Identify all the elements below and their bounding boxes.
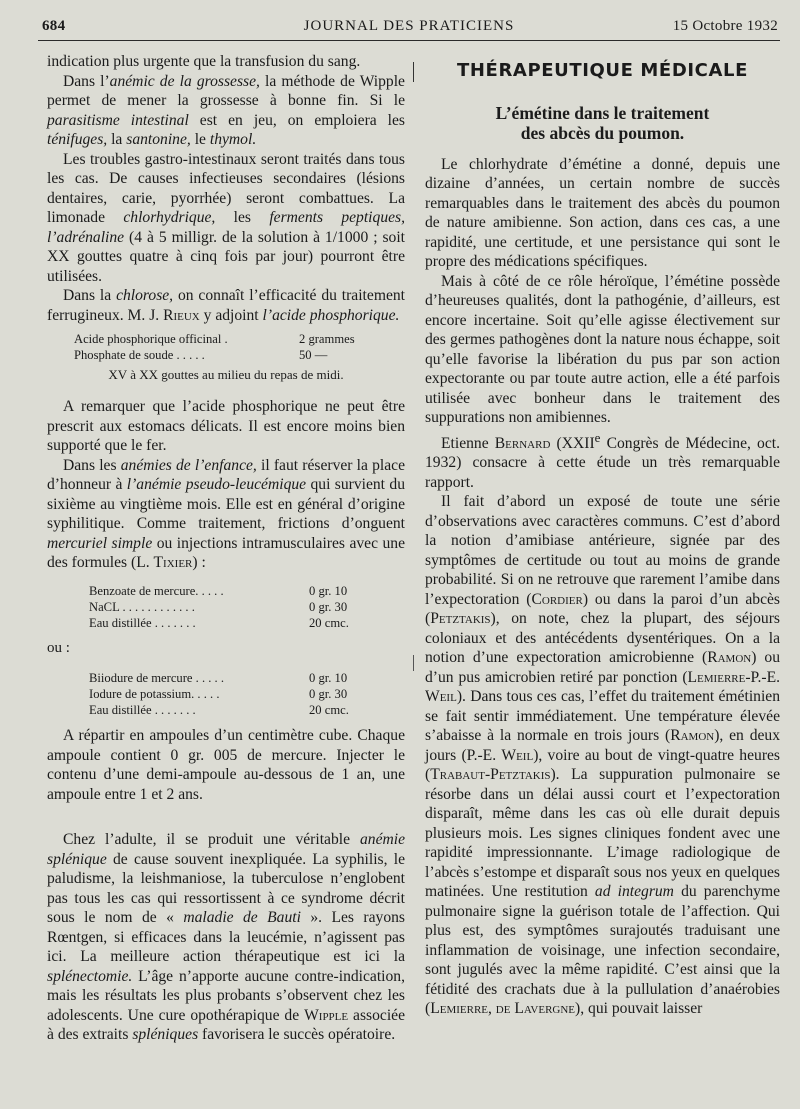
article-title: L’émétine dans le traitement des abcès du poumon. — [495, 102, 710, 143]
paragraph: Dans les anémies de l’enfance, il faut réserver la place d’honneur à l’anémie pseudo-leucémique qui survient du sixième au vingtième mois. Elle est en général d’origine syphilitique. Comme traitement, frictions d’onguent mercuriel simple ou injections intramusculaires avec une des formules (L. Tixier) : — [47, 456, 406, 571]
paragraph: A répartir en ampoules d’un centimètre cube. Chaque ampoule contient 0 gr. 005 de mercure. Injecter le contenu d’une demi-ampoule au-dessous de 1 an, une ampoule entre 1 et 2 ans. — [47, 727, 405, 803]
paragraph: indication plus urgente que la transfusion du sang. — [47, 53, 361, 70]
formula-row: Eau distillée . . . . . . . 20 cmc. — [89, 703, 349, 717]
running-header — [38, 14, 780, 41]
issue-date: 15 Octobre 1932 — [672, 18, 778, 34]
paragraph: Chez l’adulte, il se produit une véritable anémie splénique de cause souvent inexpliquée. La syphilis, le paludisme, la leishmaniose, la tuberculose n’englobent pas tous les cas qui ressortissent à ce syndrome décrit sous le nom de « maladie de Bauti ». Les rayons Rœntgen, si efficaces dans la leucémie, n’agissent pas ici. La meilleure action thérapeutique est ici la splénectomie. L’âge n’apporte aucune contre-indication, mais les résultats les plus probants s’observent chez les adolescents. Une cure opothérapique de Wipple associée à des extraits spléniques favorisera le succès opératoire. — [47, 831, 405, 1043]
formula-row: Benzoate de mercure. . . . . 0 gr. 10 — [89, 583, 348, 598]
formula-row: Iodure de potassium. . . . . 0 gr. 30 — [89, 687, 348, 701]
paragraph: Le chlorhydrate d’émétine a donné, depuis une dizaine d’années, un certain nombre de succès remarquables dans le traitement des abcès du poumon de nature amibienne. Son action, dans ces cas, a une rapidité, une certitude, et une persistance qui sont le propre des médications spécifiques. — [425, 155, 780, 270]
paragraph: Mais à côté de ce rôle héroïque, l’émétine possède d’heureuses qualités, dont la pathogénie, d’ailleurs, est encore incertaine. Soit qu’elle agisse électivement sur des germes pathogènes dont la nature nous échappe, soit qu’elle favorise la libération du pus par son action expectorante ou par toute autre action, elle a été parfois utilisée avec bonheur dans le traitement des suppurations non amibiennes. — [425, 272, 780, 426]
formula-row: Eau distillée . . . . . . . 20 cmc. — [89, 615, 349, 630]
paragraph: Il fait d’abord un exposé de toute une série d’observations avec caractères communs. C’est d’abord la notion d’amibiase antérieure, signée par des symptômes de certitude ou tout au moins de grande probabilité. Si on ne retrouve que rarement l’amibe dans l’expectoration (Cordier) ou dans la paroi d’un abcès (Petztakis), on note, chez la plupart, des séjours coloniaux et des antécédents dysentériques. On a la notion d’une expectoration amicrobienne (Ramon) ou d’un pus amicrobien retiré par ponction (Lemierre-P.-E. Weil). Dans tous ces cas, l’effet du traitement émétinien se fait sentir immédiatement. Une température élevée s’abaisse à la normale en trois jours (Ramon), en deux jours (P.-E. Weil), voire au bout de vingt-quatre heures (Trabaut-Petztakis). La suppuration pulmonaire se résorbe dans un délai aussi court et l’expectoration disparaît, même dans les cas où elle durait depuis plusieurs mois. Les signes cliniques fondent avec une rapidité impressionnante. L’image radiologique de l’abcès s’estompe et disparaît sous nos yeux en quelques matinées. Une restitution ad integrum du parenchyme pulmonaire signe la guérison totale de l’affection. Qui plus est, des symptômes surajoutés traduisant une inflammation de voisinage, une infection secondaire, sont jugulés avec la même rapidité. C’est ainsi que la fétidité des crachats due à la pullulation d’anaérobies (Lemierre, de Lavergne), qui pouvait laisser — [425, 493, 781, 1018]
paragraph: Dans la chlorose, on connaît l’efficacité du traitement ferrugineux. M. J. Rieux y adjoint l’acide phosphorique. — [47, 287, 405, 324]
formula-dosage-note: XV à XX gouttes au milieu du repas de midi. — [108, 367, 344, 382]
formula-row: Biiodure de mercure . . . . . 0 gr. 10 — [89, 671, 348, 685]
paragraph: Etienne Bernard (XXIIe Congrès de Médecine, oct. 1932) consacre à cette étude un très remarquable rapport. — [425, 429, 780, 491]
formula-biiodure — [47, 670, 405, 718]
right-column — [425, 52, 780, 1019]
formula-row: Phosphate de soude . . . . . 50 — — [74, 348, 328, 362]
journal-title: JOURNAL DES PRATICIENS — [303, 18, 515, 34]
formula-row: NaCL . . . . . . . . . . . . 0 gr. 30 — [89, 599, 348, 614]
section-title: THÉRAPEUTIQUE MÉDICALE — [457, 60, 748, 81]
formula-row: Acide phosphorique officinal . 2 grammes — [74, 332, 355, 346]
column-rule — [413, 62, 414, 82]
formula-benzoate — [47, 583, 405, 631]
column-rule-lower — [413, 655, 414, 671]
page-number: 684 — [42, 18, 66, 34]
paragraph: Dans l’anémic de la grossesse, la méthode de Wipple permet de mener la grossesse à bonne fin. Si le parasitisme intestinal est en jeu, on emploiera les ténifuges, la santonine, le thymol. — [47, 72, 406, 148]
formula-phosphoric — [47, 331, 405, 363]
paragraph: Les troubles gastro-intestinaux seront traités dans tous les cas. De causes infectieuses secondaires (lésions dentaires, carie, pyorrhée) seront combattues. La limonade chlorhydrique, les ferments peptiques, l’adrénaline (4 à 5 milligr. de la solution à 1/1000 ; soit XX gouttes quatre à cinq fois par jour) pourront être utilisées. — [47, 150, 406, 285]
formula-alternative: ou : — [47, 639, 70, 656]
left-column — [47, 52, 405, 1045]
paragraph: A remarquer que l’acide phosphorique ne peut être prescrit aux estomacs délicats. Il est encore moins bien supporté que le fer. — [47, 398, 405, 454]
